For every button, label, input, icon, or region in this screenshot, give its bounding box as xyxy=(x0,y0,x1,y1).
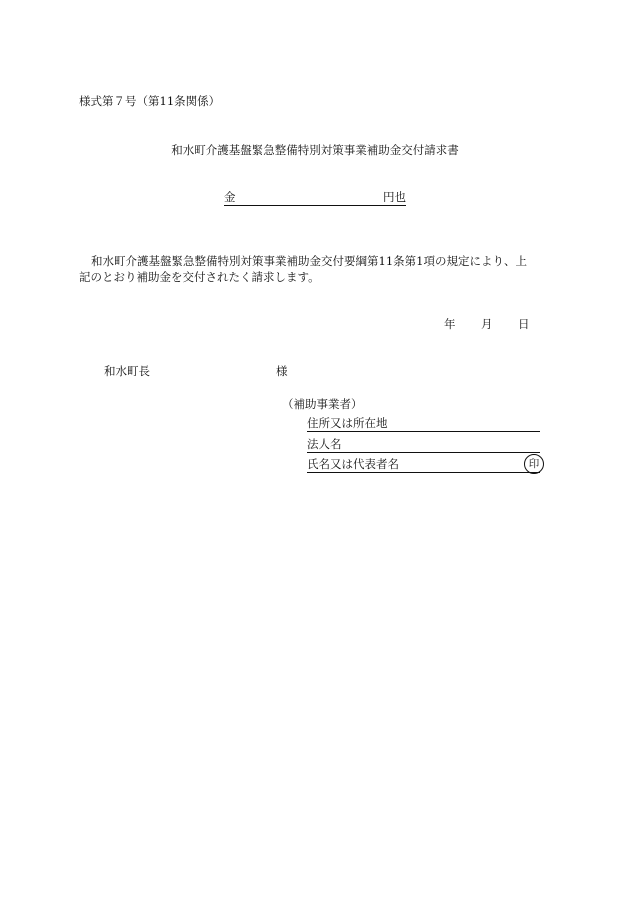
address-field[interactable] xyxy=(307,416,540,432)
body-text-line-1: 和水町介護基盤緊急整備特別対策事業補助金交付要綱第11条第1項の規定により、上 xyxy=(91,254,527,268)
document-title: 和水町介護基盤緊急整備特別対策事業補助金交付請求書 xyxy=(171,143,459,157)
body-text-line-2: 記のとおり補助金を交付されたく請求します。 xyxy=(79,270,320,284)
addressee-name: 和水町長 xyxy=(104,364,150,378)
date-year: 年 xyxy=(444,317,456,331)
corporation-name-label: 法人名 xyxy=(307,437,342,451)
amount-suffix: 円也 xyxy=(383,190,406,204)
date-month: 月 xyxy=(481,317,493,331)
date-day: 日 xyxy=(518,317,530,331)
applicant-heading: （補助事業者） xyxy=(282,397,363,411)
seal-mark: 印 xyxy=(524,454,544,474)
representative-name-label: 氏名又は代表者名 xyxy=(307,457,399,471)
address-label: 住所又は所在地 xyxy=(307,416,388,430)
amount-prefix: 金 xyxy=(224,190,236,204)
date-line xyxy=(444,317,530,331)
addressee-honorific: 様 xyxy=(276,364,288,378)
representative-name-field[interactable] xyxy=(307,457,540,473)
amount-line xyxy=(224,190,406,206)
corporation-name-field[interactable] xyxy=(307,437,540,453)
form-number: 様式第７号（第11条関係） xyxy=(79,94,221,108)
